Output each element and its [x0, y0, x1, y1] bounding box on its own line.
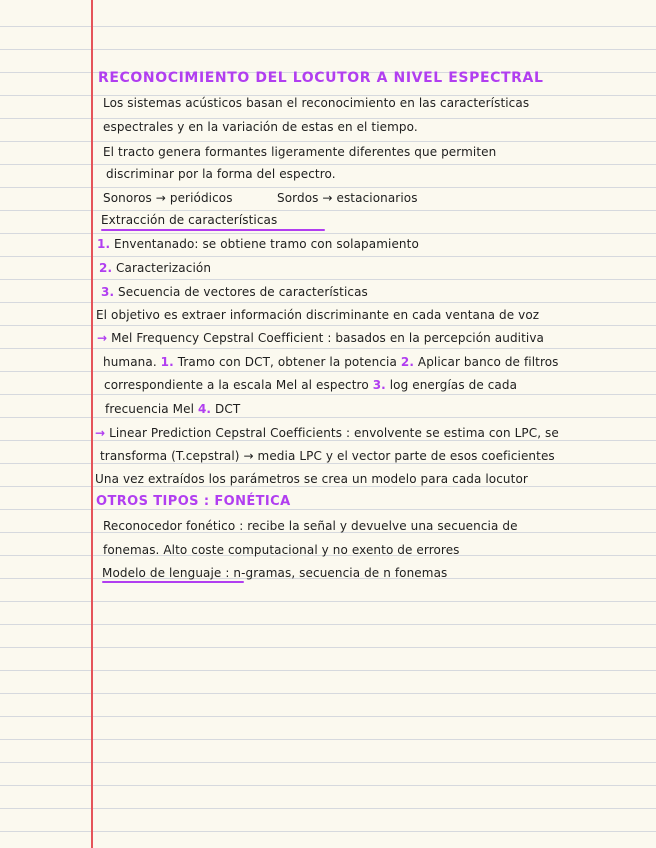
mfcc-step-number-4: 4. — [197, 402, 212, 416]
mfcc-step-number-3: 3. — [372, 378, 386, 392]
note-line-1: Los sistemas acústicos basan el reconocimiento en las características — [103, 96, 530, 110]
mfcc-step-number-2: 2. — [400, 355, 414, 369]
notes-title: RECONOCIMIENTO DEL LOCUTOR A NIVEL ESPECTRAL — [98, 70, 544, 86]
step-text-2: Caracterización — [116, 261, 212, 275]
lpcc-line-2: transforma (T.cepstral) → media LPC y el vector parte de esos coeficientes — [100, 449, 555, 463]
language-model-term: Modelo de lenguaje — [102, 566, 222, 580]
mfcc-steps-line-1 — [103, 355, 559, 369]
note-line-4: discriminar por la forma del espectro. — [106, 167, 336, 181]
mfcc-steps-line-3 — [105, 402, 240, 416]
phonetic-line-1: Reconocedor fonético : recibe la señal y devuelve una secuencia de — [103, 519, 518, 533]
mfcc-step-2-cont: correspondiente a la escala Mel al espectro — [104, 378, 369, 392]
model-line: Una vez extraídos los parámetros se crea un modelo para cada locutor — [95, 472, 528, 486]
phonetic-line-2: fonemas. Alto coste computacional y no exento de errores — [103, 543, 460, 557]
lpcc-text: Linear Prediction Cepstral Coefficients : envolvente se estima con LPC, se — [109, 426, 559, 440]
note-line-3: El tracto genera formantes ligeramente diferentes que permiten — [103, 145, 497, 159]
mfcc-line — [97, 331, 544, 345]
mfcc-step-3-cont: frecuencia Mel — [105, 402, 195, 416]
step-text-3: Secuencia de vectores de características — [118, 285, 368, 299]
step-list-item-2 — [99, 261, 211, 275]
section-heading-phonetic: OTROS TIPOS : FONÉTICA — [96, 494, 291, 509]
note-line-2: espectrales y en la variación de estas en el tiempo. — [103, 120, 418, 134]
note-line-objective: El objetivo es extraer información discriminante en cada ventana de voz — [96, 308, 540, 322]
heading-underline — [101, 229, 325, 231]
mfcc-step-1: Tramo con DCT, obtener la potencia — [177, 355, 397, 369]
mfcc-humana: humana. — [103, 355, 157, 369]
language-model-line — [102, 566, 447, 580]
arrow-icon: → — [97, 331, 108, 345]
arrow-icon: → — [95, 426, 106, 440]
step-number-2: 2. — [99, 261, 113, 275]
term-underline — [102, 581, 244, 583]
language-model-definition: : n-gramas, secuencia de n fonemas — [225, 566, 448, 580]
sordos-note: Sordos → estacionarios — [277, 191, 418, 205]
step-number-3: 3. — [101, 285, 115, 299]
sonoros-note: Sonoros → periódicos — [103, 191, 233, 205]
margin-line — [91, 0, 93, 848]
mfcc-text: Mel Frequency Cepstral Coefficient : basados en la percepción auditiva — [111, 331, 544, 345]
mfcc-step-4: DCT — [215, 402, 241, 416]
mfcc-step-3: log energías de cada — [389, 378, 518, 392]
step-list-item-1 — [97, 237, 419, 251]
mfcc-steps-line-2 — [104, 378, 517, 392]
step-list-item-3 — [101, 285, 368, 299]
step-number-1: 1. — [97, 237, 111, 251]
mfcc-step-number-1: 1. — [160, 355, 174, 369]
step-text-1: Enventanado: se obtiene tramo con solapamiento — [114, 237, 419, 251]
section-heading-extraction: Extracción de características — [101, 213, 278, 227]
lpcc-line — [95, 426, 559, 440]
mfcc-step-2: Aplicar banco de filtros — [417, 355, 559, 369]
